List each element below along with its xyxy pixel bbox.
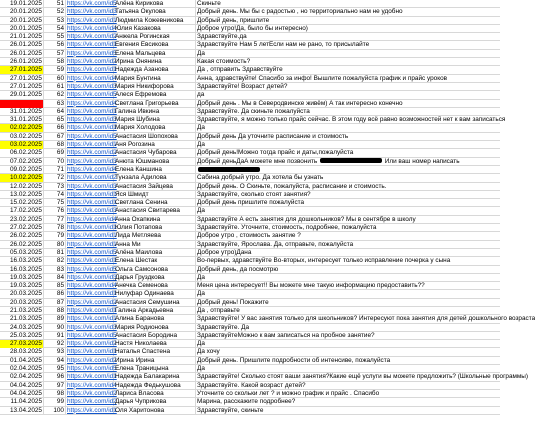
- date-cell[interactable]: 16.03.2025: [0, 266, 44, 274]
- table-row[interactable]: [0, 199, 500, 207]
- number-cell[interactable]: 55: [44, 33, 66, 41]
- date-cell[interactable]: 20.03.2025: [0, 299, 44, 307]
- name-cell[interactable]: Анна Ми: [114, 241, 196, 249]
- name-cell[interactable]: Анна Охапкина: [114, 216, 196, 224]
- profile-link[interactable]: https://vk.com/id5: [67, 365, 117, 373]
- profile-link[interactable]: https://vk.com/id2: [67, 58, 117, 66]
- table-row[interactable]: [0, 191, 500, 199]
- number-cell[interactable]: 91: [44, 332, 66, 340]
- number-cell[interactable]: 75: [44, 199, 66, 207]
- profile-link[interactable]: https://vk.com/id1: [67, 373, 117, 381]
- name-cell[interactable]: Мария Никифорова: [114, 83, 196, 91]
- profile-link[interactable]: https://vk.com/id3: [67, 82, 117, 90]
- name-cell[interactable]: Тунзала Адилова: [114, 174, 196, 182]
- table-row[interactable]: [0, 340, 500, 348]
- table-row[interactable]: [0, 299, 500, 307]
- number-cell[interactable]: 63: [44, 100, 66, 108]
- number-cell[interactable]: 99: [44, 398, 66, 406]
- date-cell[interactable]: 02.04.2025: [0, 365, 44, 373]
- number-cell[interactable]: 92: [44, 340, 66, 348]
- profile-link[interactable]: https://vk.com/id4: [67, 74, 117, 82]
- table-row[interactable]: [0, 232, 500, 240]
- message-cell[interactable]: Анна, здравствуйте! Спасибо за инфо! Вышлите пожалуйста график и прайс уроков: [197, 74, 448, 82]
- table-row[interactable]: [0, 398, 500, 406]
- name-cell[interactable]: Анастасия Шопохова: [114, 133, 196, 141]
- date-cell[interactable]: 21.03.2025: [0, 315, 44, 323]
- number-cell[interactable]: 81: [44, 249, 66, 257]
- number-cell[interactable]: 54: [44, 25, 66, 33]
- date-cell[interactable]: 11.04.2025: [0, 398, 44, 406]
- message-cell[interactable]: Доброе утро)Дана: [197, 248, 252, 256]
- number-cell[interactable]: 58: [44, 58, 66, 66]
- profile-link[interactable]: https://vk.com/id1: [67, 141, 117, 149]
- table-row[interactable]: [0, 207, 500, 215]
- message-cell[interactable]: Сабина добрый утро. Да хотела бы узнать: [197, 174, 324, 182]
- name-cell[interactable]: Мария Шубина: [114, 116, 196, 124]
- message-cell[interactable]: Да: [197, 290, 205, 298]
- message-cell[interactable]: Добрый день . Мы в Северодвинске живём) А так интересно конечно: [197, 99, 403, 107]
- date-cell[interactable]: 05.03.2025: [0, 249, 44, 257]
- table-row[interactable]: [0, 324, 500, 332]
- profile-link[interactable]: https://vk.com/id1: [67, 257, 117, 265]
- date-cell[interactable]: 16.03.2025: [0, 257, 44, 265]
- message-cell[interactable]: да: [197, 91, 205, 99]
- name-cell[interactable]: Мария Холодова: [114, 124, 196, 132]
- name-cell[interactable]: Нилуфар Одинаева: [114, 290, 196, 298]
- profile-link[interactable]: https://vk.com/id1: [67, 224, 117, 232]
- message-cell[interactable]: Добрый день, пришлите: [197, 16, 270, 24]
- number-cell[interactable]: 72: [44, 174, 66, 182]
- table-row[interactable]: [0, 17, 500, 25]
- message-cell[interactable]: Меня цена интересует!! Вы можете мне такую информацию предоставить??: [197, 282, 425, 290]
- name-cell[interactable]: Мария Родионова: [114, 324, 196, 332]
- message-cell[interactable]: Добрый день! Покажите: [197, 298, 269, 306]
- name-cell[interactable]: Юлия Потапова: [114, 224, 196, 232]
- name-cell[interactable]: Светлана Григорьева: [114, 100, 196, 108]
- name-cell[interactable]: Анжела Рогинская: [114, 33, 196, 41]
- date-cell[interactable]: 23.02.2025: [0, 216, 44, 224]
- name-cell[interactable]: Елена Мальцева: [114, 50, 196, 58]
- table-row[interactable]: [0, 25, 500, 33]
- number-cell[interactable]: 82: [44, 257, 66, 265]
- profile-link[interactable]: https://vk.com/id2: [67, 33, 117, 41]
- date-cell[interactable]: 19.01.2025: [0, 0, 44, 8]
- profile-link[interactable]: https://vk.com/id5: [67, 248, 117, 256]
- number-cell[interactable]: 56: [44, 41, 66, 49]
- date-cell[interactable]: 02.04.2025: [0, 373, 44, 381]
- number-cell[interactable]: 59: [44, 66, 66, 74]
- number-cell[interactable]: 65: [44, 116, 66, 124]
- date-cell[interactable]: 27.01.2025: [0, 83, 44, 91]
- number-cell[interactable]: 77: [44, 216, 66, 224]
- message-cell[interactable]: Здравствуйте. Какой возраст детей?: [197, 381, 306, 389]
- message-cell[interactable]: Добрый день. Мы бы с радостью , но территориально нам не удобно: [197, 8, 403, 16]
- name-cell[interactable]: Дарья Груздкова: [114, 274, 196, 282]
- profile-link[interactable]: https://vk.com/id1: [67, 315, 117, 323]
- number-cell[interactable]: 57: [44, 50, 66, 58]
- message-cell[interactable]: Да , отправьте: [197, 306, 240, 314]
- message-cell[interactable]: Уточните со скольки лет ? и можно график и прайс . Спасибо: [197, 389, 380, 397]
- message-cell[interactable]: Скиньте: [197, 0, 221, 7]
- number-cell[interactable]: 94: [44, 357, 66, 365]
- number-cell[interactable]: 80: [44, 241, 66, 249]
- profile-link[interactable]: https://vk.com/id1: [67, 66, 117, 74]
- table-row[interactable]: [0, 133, 500, 141]
- profile-link[interactable]: https://vk.com/id3: [67, 8, 117, 16]
- profile-link[interactable]: https://vk.com/id1: [67, 232, 117, 240]
- date-cell[interactable]: 19.03.2025: [0, 274, 44, 282]
- message-cell[interactable]: Добрый день. Пришлите подробности об интенсиве, пожалуйста: [197, 356, 391, 364]
- message-cell[interactable]: ЗдравствуйтеМожно к вам записаться на пробное занятие?: [197, 331, 375, 339]
- name-cell[interactable]: Алёна Маилова: [114, 249, 196, 257]
- profile-link[interactable]: https://vk.com/id3: [67, 207, 117, 215]
- profile-link[interactable]: https://vk.com/id4: [67, 165, 117, 173]
- message-cell[interactable]: Здравствуйте Нам 5 летЕсли нам не рано, то присылайте: [197, 41, 370, 49]
- number-cell[interactable]: 51: [44, 0, 66, 8]
- message-cell[interactable]: Во-первых, здравствуйте Во-вторых, интересует только исправление почерка у сына: [197, 257, 451, 265]
- number-cell[interactable]: 89: [44, 315, 66, 323]
- profile-link[interactable]: https://vk.com/id2: [67, 398, 117, 406]
- table-row[interactable]: [0, 116, 506, 124]
- table-row[interactable]: [0, 174, 500, 182]
- table-row[interactable]: [0, 8, 500, 16]
- name-cell[interactable]: Алёна Кирикова: [114, 0, 196, 8]
- date-cell[interactable]: 03.02.2025: [0, 133, 44, 141]
- date-cell[interactable]: 19.03.2025: [0, 282, 44, 290]
- number-cell[interactable]: 74: [44, 191, 66, 199]
- message-cell[interactable]: Да: [197, 124, 205, 132]
- message-cell[interactable]: Здравствуйте. Уточните, стоимость, подробнее, пожалуйста: [197, 224, 377, 232]
- profile-link[interactable]: https://vk.com/id2: [67, 356, 117, 364]
- profile-link[interactable]: https://vk.com/id4: [67, 24, 117, 32]
- profile-link[interactable]: https://vk.com/id3: [67, 323, 117, 331]
- message-cell[interactable]: Здравствуйте, скиньте: [197, 406, 264, 414]
- number-cell[interactable]: 61: [44, 83, 66, 91]
- number-cell[interactable]: 79: [44, 232, 66, 240]
- message-cell[interactable]: Да хочу: [197, 348, 220, 356]
- number-cell[interactable]: 64: [44, 108, 66, 116]
- message-cell[interactable]: Здравствуйте! У вас занятия только для школьников? Интересуют пока занятия для детей дошкольного возраста: [197, 315, 535, 323]
- number-cell[interactable]: 84: [44, 274, 66, 282]
- date-cell[interactable]: 27.03.2025: [0, 340, 44, 348]
- profile-link[interactable]: https://vk.com/id3: [67, 116, 117, 124]
- profile-link[interactable]: https://vk.com/id1: [67, 107, 117, 115]
- table-row[interactable]: [0, 75, 500, 83]
- redacted-block: [198, 167, 260, 172]
- number-cell[interactable]: 70: [44, 158, 66, 166]
- number-cell[interactable]: 83: [44, 266, 66, 274]
- date-cell[interactable]: 20.01.2025: [0, 17, 44, 25]
- name-cell[interactable]: Евгения Евсикова: [114, 41, 196, 49]
- date-cell[interactable]: 27.01.2025: [0, 66, 44, 74]
- message-cell[interactable]: Да: [197, 141, 205, 149]
- name-cell[interactable]: Анастасия Зайцева: [114, 183, 196, 191]
- number-cell[interactable]: 62: [44, 91, 66, 99]
- number-cell[interactable]: 90: [44, 324, 66, 332]
- name-cell[interactable]: Елена Шестак: [114, 257, 196, 265]
- date-cell[interactable]: 20.03.2025: [0, 290, 44, 298]
- table-row[interactable]: [0, 357, 500, 365]
- number-cell[interactable]: 95: [44, 365, 66, 373]
- date-cell[interactable]: 27.01.2025: [0, 75, 44, 83]
- date-cell[interactable]: 30.01.2025: [0, 100, 44, 108]
- name-cell[interactable]: Аня Рогозина: [114, 141, 196, 149]
- name-cell[interactable]: Анюта Юшманова: [114, 158, 196, 166]
- message-cell[interactable]: Доброе утро , стоимость занятие ?: [197, 232, 301, 240]
- table-row[interactable]: [0, 50, 500, 58]
- name-cell[interactable]: Анастасия Бородина: [114, 332, 196, 340]
- table-row[interactable]: [0, 315, 535, 323]
- date-cell[interactable]: 17.02.2025: [0, 207, 44, 215]
- table-row[interactable]: [0, 216, 500, 224]
- profile-link[interactable]: https://vk.com/id2: [67, 389, 117, 397]
- table-row[interactable]: [0, 390, 500, 398]
- date-cell[interactable]: 04.04.2025: [0, 390, 44, 398]
- name-cell[interactable]: Анастасия Чубарова: [114, 149, 196, 157]
- name-cell[interactable]: Ирина Онянина: [114, 58, 196, 66]
- table-row[interactable]: [0, 332, 500, 340]
- message-cell[interactable]: Здравствуйте! Сколько стоят ваши занятия?Какие ещё услуги вы можете предложить? (Школьные программы): [197, 373, 529, 381]
- message-cell[interactable]: Да , отправить Здравствуйте: [197, 66, 283, 74]
- date-cell[interactable]: 13.02.2025: [0, 191, 44, 199]
- message-cell[interactable]: Добрый день!Можно тогда прайс и даты,пожалуйста: [197, 149, 354, 157]
- number-cell[interactable]: 100: [44, 407, 66, 415]
- profile-link[interactable]: https://vk.com/id1: [67, 190, 117, 198]
- profile-link[interactable]: https://vk.com/id4: [67, 99, 117, 107]
- message-cell[interactable]: Здравствуйте, Ярослава. Да, отправьте, пожалуйста: [197, 240, 354, 248]
- number-cell[interactable]: 67: [44, 133, 66, 141]
- name-cell[interactable]: Оля Харитонова: [114, 407, 196, 415]
- number-cell[interactable]: 66: [44, 124, 66, 132]
- number-cell[interactable]: 98: [44, 390, 66, 398]
- table-row[interactable]: [0, 282, 500, 290]
- date-cell[interactable]: 07.02.2025: [0, 158, 44, 166]
- name-cell[interactable]: Алеся Ефремова: [114, 91, 196, 99]
- name-cell[interactable]: Яся Шмидт: [114, 191, 196, 199]
- table-row[interactable]: [0, 290, 500, 298]
- table-row[interactable]: [0, 407, 500, 415]
- profile-link[interactable]: https://vk.com/id5: [67, 132, 117, 140]
- message-cell[interactable]: Здравствуйте. Да: [197, 323, 250, 331]
- number-cell[interactable]: 69: [44, 149, 66, 157]
- number-cell[interactable]: 87: [44, 299, 66, 307]
- profile-link[interactable]: https://vk.com/id1: [67, 41, 117, 49]
- number-cell[interactable]: 73: [44, 183, 66, 191]
- table-row[interactable]: [0, 91, 500, 99]
- profile-link[interactable]: https://vk.com/id1: [67, 290, 117, 298]
- date-cell[interactable]: 26.01.2025: [0, 50, 44, 58]
- name-cell[interactable]: Мария Бунтина: [114, 75, 196, 83]
- name-cell[interactable]: Ольга Самсонова: [114, 266, 196, 274]
- date-cell[interactable]: 26.02.2025: [0, 232, 44, 240]
- table-row[interactable]: [0, 41, 500, 49]
- number-cell[interactable]: 60: [44, 75, 66, 83]
- message-cell[interactable]: [196, 166, 500, 174]
- number-cell[interactable]: 97: [44, 382, 66, 390]
- number-cell[interactable]: 71: [44, 166, 66, 174]
- date-cell[interactable]: 29.01.2025: [0, 91, 44, 99]
- date-cell[interactable]: 21.01.2025: [0, 33, 44, 41]
- number-cell[interactable]: 52: [44, 8, 66, 16]
- number-cell[interactable]: 86: [44, 290, 66, 298]
- message-cell[interactable]: Да: [197, 49, 205, 57]
- date-cell[interactable]: 21.03.2025: [0, 307, 44, 315]
- name-cell[interactable]: Анастасия Свитарева: [114, 207, 196, 215]
- table-row[interactable]: [0, 257, 500, 265]
- date-cell[interactable]: 13.04.2025: [0, 407, 44, 415]
- message-cell[interactable]: Здравствуйте. Да скиньте пожалуйста: [197, 107, 310, 115]
- number-cell[interactable]: 96: [44, 373, 66, 381]
- name-cell[interactable]: Галина Аркадьевна: [114, 307, 196, 315]
- date-cell[interactable]: 09.02.2025: [0, 166, 44, 174]
- table-row[interactable]: [0, 166, 500, 174]
- date-cell[interactable]: 06.02.2025: [0, 149, 44, 157]
- profile-link[interactable]: https://vk.com/id2: [67, 149, 117, 157]
- name-cell[interactable]: Елена Траницына: [114, 365, 196, 373]
- message-cell[interactable]: Здравствуйте, сколько стоят занятия?: [197, 190, 311, 198]
- name-cell[interactable]: Анечка Семенова: [114, 282, 196, 290]
- profile-link[interactable]: https://vk.com/id5: [67, 265, 117, 273]
- message-cell[interactable]: Здравствуйте А есть занятия для дошкольников? Мы в сентябре в школу: [197, 215, 416, 223]
- message-cell[interactable]: Добрый день, да посмотрю: [197, 265, 279, 273]
- date-cell[interactable]: 04.04.2025: [0, 382, 44, 390]
- name-cell[interactable]: Алина Баранова: [114, 315, 196, 323]
- name-cell[interactable]: Людмила Кожевникова: [114, 17, 196, 25]
- name-cell[interactable]: Ирина Ирина: [114, 357, 196, 365]
- date-cell[interactable]: 02.02.2025: [0, 124, 44, 132]
- date-cell[interactable]: 15.02.2025: [0, 199, 44, 207]
- name-cell[interactable]: Анастасия Семушина: [114, 299, 196, 307]
- date-cell[interactable]: 26.02.2025: [0, 241, 44, 249]
- profile-link[interactable]: https://vk.com/id5: [67, 0, 117, 7]
- name-cell[interactable]: Надежда Федькушова: [114, 382, 196, 390]
- table-row[interactable]: [0, 382, 500, 390]
- date-cell[interactable]: 26.01.2025: [0, 58, 44, 66]
- date-cell[interactable]: 01.04.2025: [0, 357, 44, 365]
- date-cell[interactable]: 20.01.2025: [0, 25, 44, 33]
- name-cell[interactable]: Галина Ивкина: [114, 108, 196, 116]
- number-cell[interactable]: 88: [44, 307, 66, 315]
- redacted-block: [320, 158, 382, 163]
- profile-link[interactable]: https://vk.com/id2: [67, 298, 117, 306]
- profile-link[interactable]: https://vk.com/id5: [67, 91, 117, 99]
- message-cell[interactable]: Добрый день пришлите пожалуйста: [197, 199, 305, 207]
- profile-link[interactable]: https://vk.com/id1: [67, 199, 117, 207]
- name-cell[interactable]: Татьяна Окулова: [114, 8, 196, 16]
- message-cell[interactable]: Добрый день. О Скиньте, пожалуйста, расписание и стоимость.: [197, 182, 387, 190]
- table-row[interactable]: [0, 149, 500, 157]
- name-cell[interactable]: Юлия Казакова: [114, 25, 196, 33]
- table-row[interactable]: [0, 124, 500, 132]
- number-cell[interactable]: 53: [44, 17, 66, 25]
- table-row[interactable]: [0, 158, 500, 166]
- date-cell[interactable]: 20.01.2025: [0, 8, 44, 16]
- number-cell[interactable]: 78: [44, 224, 66, 232]
- profile-link[interactable]: https://vk.com/id1: [67, 240, 117, 248]
- date-cell[interactable]: 27.02.2025: [0, 224, 44, 232]
- number-cell[interactable]: 76: [44, 207, 66, 215]
- profile-link[interactable]: https://vk.com/id1: [67, 306, 117, 314]
- table-row[interactable]: [0, 274, 500, 282]
- date-cell[interactable]: 31.01.2025: [0, 108, 44, 116]
- date-cell[interactable]: 31.01.2025: [0, 116, 44, 124]
- date-cell[interactable]: 28.03.2025: [0, 348, 44, 356]
- number-cell[interactable]: 85: [44, 282, 66, 290]
- name-cell[interactable]: Лида Метляева: [114, 232, 196, 240]
- name-cell[interactable]: Настя Николаева: [114, 340, 196, 348]
- date-cell[interactable]: 03.02.2025: [0, 141, 44, 149]
- message-cell[interactable]: Добрый деньДаА можете мне позвонить Или ваш номер написать: [197, 157, 460, 165]
- profile-link[interactable]: https://vk.com/id1: [67, 16, 117, 24]
- table-row[interactable]: [0, 249, 500, 257]
- message-cell[interactable]: Здравствуйте.да: [197, 33, 247, 41]
- name-cell[interactable]: Дарья Чуприкова: [114, 398, 196, 406]
- profile-link[interactable]: https://vk.com/id3: [67, 273, 117, 281]
- profile-link[interactable]: https://vk.com/id5: [67, 49, 117, 57]
- table-row[interactable]: [0, 100, 500, 108]
- name-cell[interactable]: Надежда Азанова: [114, 66, 196, 74]
- message-cell[interactable]: Да: [197, 273, 205, 281]
- name-cell[interactable]: Надежда Балакарина: [114, 373, 196, 381]
- message-cell[interactable]: Да: [197, 207, 205, 215]
- date-cell[interactable]: 10.02.2025: [0, 174, 44, 182]
- date-cell[interactable]: 12.02.2025: [0, 183, 44, 191]
- table-row[interactable]: [0, 66, 500, 74]
- message-cell[interactable]: Марина, расскажите подробнее?: [197, 398, 296, 406]
- name-cell[interactable]: Наталья Спастена: [114, 348, 196, 356]
- message-cell[interactable]: Доброе утро!Да, было бы интересно): [197, 24, 308, 32]
- table-row[interactable]: [0, 108, 500, 116]
- table-row[interactable]: [0, 348, 500, 356]
- message-cell[interactable]: Какая стоимость?: [197, 58, 251, 66]
- message-cell[interactable]: Добрый день Да уточните расписание и стоимость: [197, 132, 349, 140]
- profile-link[interactable]: https://vk.com/id2: [67, 340, 117, 348]
- profile-link[interactable]: https://vk.com/id4: [67, 282, 117, 290]
- table-row[interactable]: [0, 241, 500, 249]
- profile-link[interactable]: https://vk.com/id1: [67, 124, 117, 132]
- profile-link[interactable]: https://vk.com/id1: [67, 406, 117, 414]
- message-cell[interactable]: Здравствуйте! Возраст детей?: [197, 82, 288, 90]
- date-cell[interactable]: 24.03.2025: [0, 324, 44, 332]
- profile-link[interactable]: https://vk.com/id3: [67, 182, 117, 190]
- date-cell[interactable]: 25.03.2025: [0, 332, 44, 340]
- profile-link[interactable]: https://vk.com/id4: [67, 215, 117, 223]
- profile-link[interactable]: https://vk.com/id2: [67, 174, 117, 182]
- message-cell[interactable]: Здравствуйте, я можно только прайс сейчас. В этом году всё равно возможностей нет к вам записаться: [197, 116, 506, 124]
- name-cell[interactable]: Елена Каншина: [114, 166, 196, 174]
- date-cell[interactable]: 26.01.2025: [0, 41, 44, 49]
- table-row[interactable]: [0, 183, 500, 191]
- table-row[interactable]: [0, 83, 500, 91]
- message-cell[interactable]: Да: [197, 340, 205, 348]
- table-row[interactable]: [0, 266, 500, 274]
- message-cell[interactable]: Да: [197, 365, 205, 373]
- name-cell[interactable]: Светлана Сенина: [114, 199, 196, 207]
- profile-link[interactable]: https://vk.com/id5: [67, 331, 117, 339]
- profile-link[interactable]: https://vk.com/id1: [67, 348, 117, 356]
- profile-link[interactable]: https://vk.com/id4: [67, 381, 117, 389]
- number-cell[interactable]: 93: [44, 348, 66, 356]
- table-row[interactable]: [0, 373, 529, 381]
- number-cell[interactable]: 68: [44, 141, 66, 149]
- name-cell[interactable]: Лариса Власова: [114, 390, 196, 398]
- profile-link[interactable]: https://vk.com/id3: [67, 157, 117, 165]
